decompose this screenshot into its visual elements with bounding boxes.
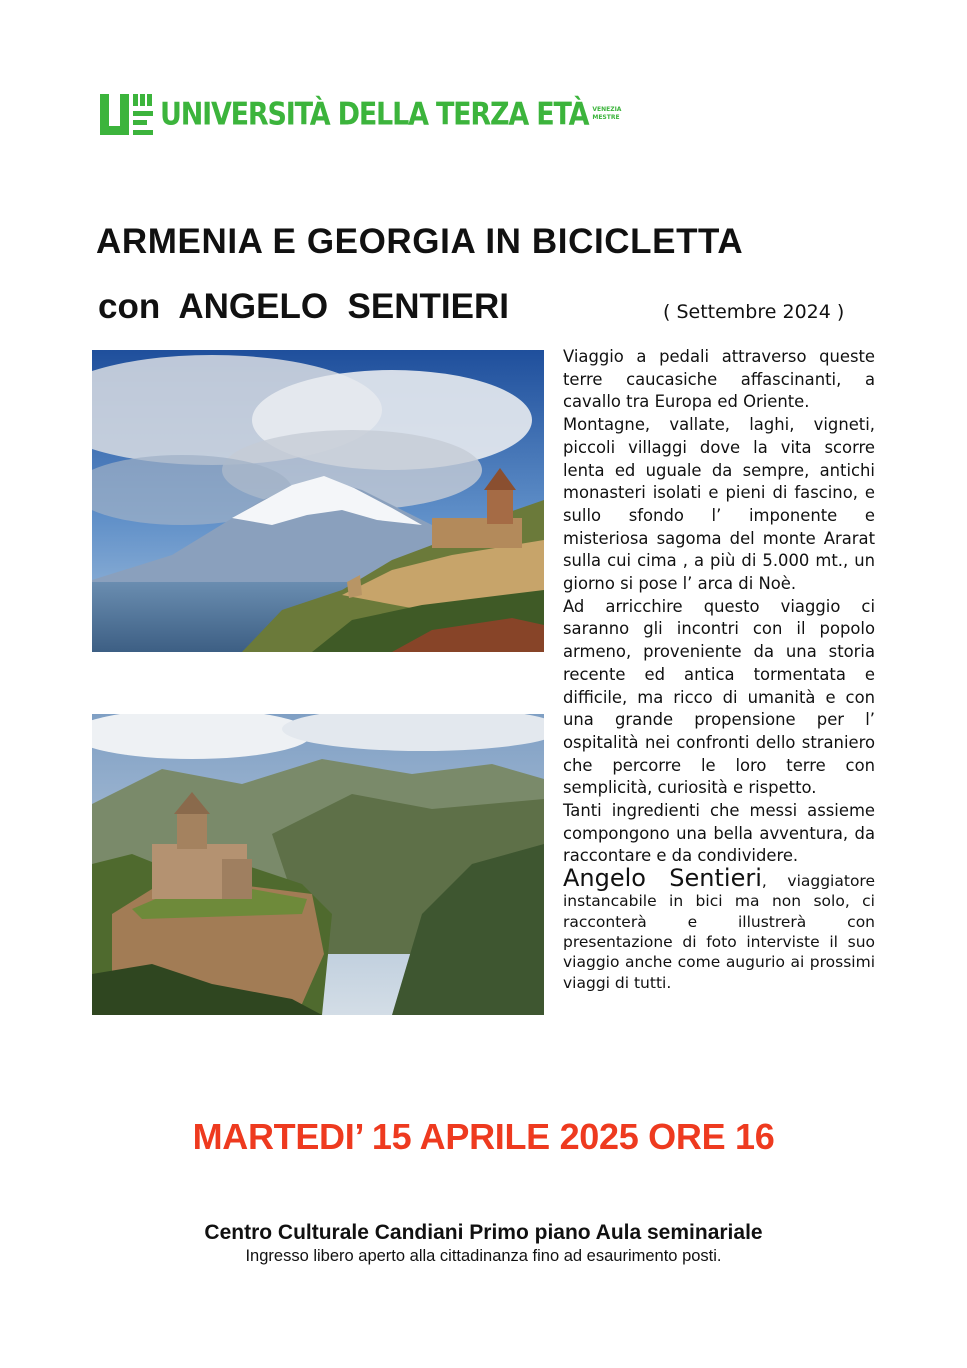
khor-virap-ararat-photo	[92, 350, 544, 652]
description-paragraph-4: Tanti ingredienti che messi assieme compongono una bella avventura, da raccontare e da condividere.	[563, 801, 875, 866]
logo-subtitle	[592, 106, 621, 122]
author-description: , viaggiatore instancabile in bici ma non solo, ci racconterà e illustrerà con presentazione di foto interviste il suo viaggio anche come augurio ai prossimi viaggi di tutti.	[563, 872, 875, 992]
logo-sub-line1: VENEZIA	[592, 106, 622, 113]
logo-text: UNIVERSITÀ DELLA TERZA ETÀ	[160, 96, 589, 132]
logo-mark-icon	[98, 92, 156, 136]
description-text	[563, 346, 875, 993]
uni-terza-eta-logo	[98, 92, 621, 136]
description-paragraph-1: Viaggio a pedali attraverso queste terre caucasiche affascinanti, a cavallo tra Europa ed Oriente.	[563, 347, 875, 412]
entry-info: Ingresso libero aperto alla cittadinanza fino ad esaurimento posti.	[245, 1247, 722, 1265]
event-title: ARMENIA E GEORGIA IN BICICLETTA	[96, 222, 744, 261]
trip-date: ( Settembre 2024 )	[663, 301, 845, 323]
logo-sub-line2: MESTRE	[592, 114, 620, 121]
event-date: MARTEDI’ 15 APRILE 2025 ORE 16	[192, 1116, 775, 1157]
author-paragraph	[563, 864, 875, 993]
tatev-monastery-photo	[92, 714, 544, 1015]
author-name: Angelo Sentieri	[563, 864, 762, 893]
description-paragraph-2: Montagne, vallate, laghi, vigneti, piccoli villaggi dove la vita scorre lenta ed uguale da sempre, antichi monasteri isolati e pieni di fascino, e sullo sfondo l’ imponente e misteriosa sagoma del monte Ararat sulla cui cima , a più di 5.000 mt., un giorno si pose l’ arca di Noè.	[563, 415, 875, 594]
description-paragraph-3: Ad arricchire questo viaggio ci saranno gli incontri con il popolo armeno, proveniente da una storia recente ed antica tormentata e difficile, ma ricco di umanità e con una grande propensione per l’ ospitalità nei confronti dello straniero che percorre le loro terre con semplicità, curiosità e rispetto.	[563, 596, 875, 798]
event-venue: Centro Culturale Candiani Primo piano Aula seminariale	[204, 1221, 763, 1244]
event-subtitle: con ANGELO SENTIERI	[98, 287, 509, 326]
